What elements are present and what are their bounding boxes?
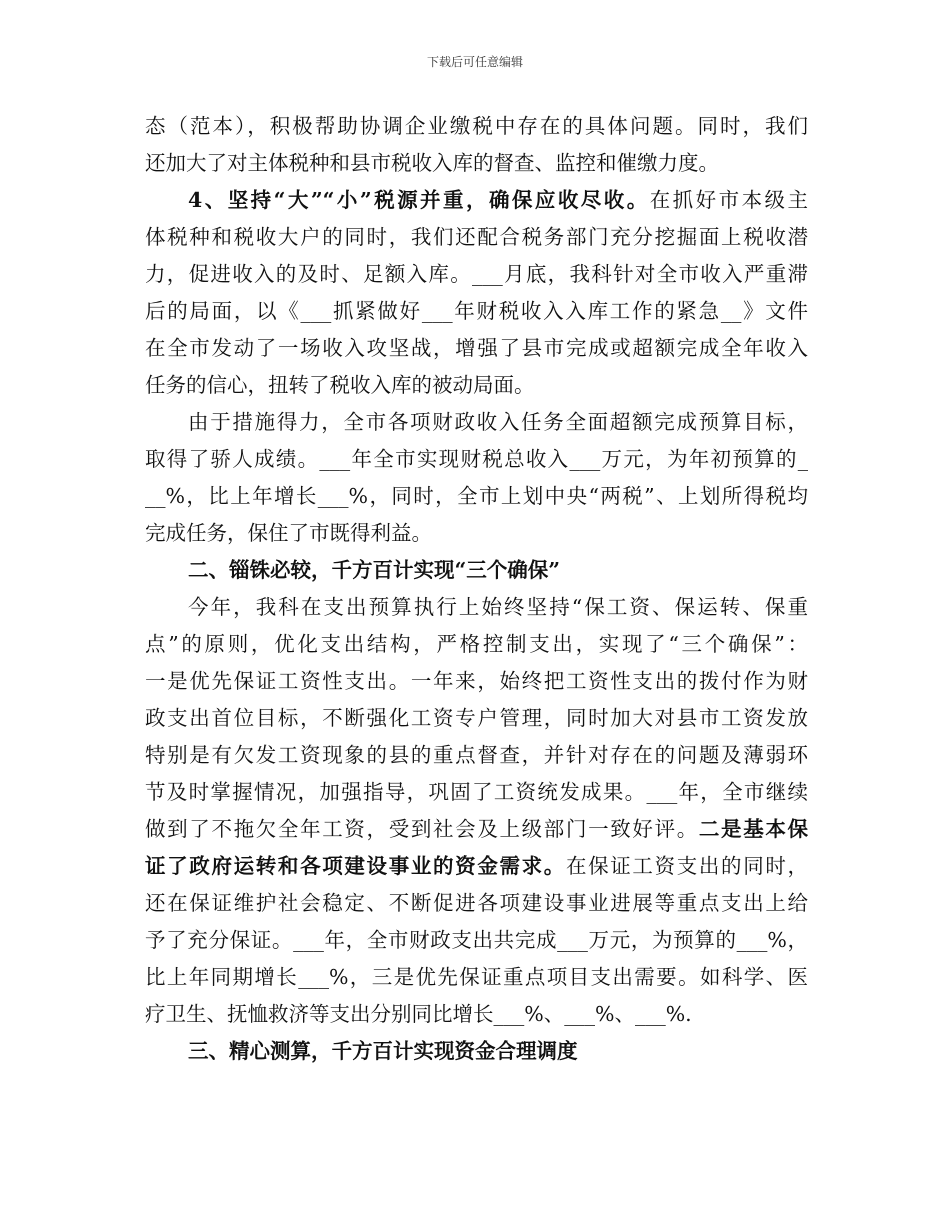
body-line xyxy=(145,885,808,922)
body-line xyxy=(145,774,808,811)
line-text: 在全市发动了一场收入攻坚战，增强了县市完成或超额完成全年收入 xyxy=(145,336,808,360)
body-line xyxy=(145,367,808,404)
body-line xyxy=(145,922,808,959)
section-heading xyxy=(145,552,808,589)
line-text: 完成任务，保住了市既得利益。 xyxy=(145,521,432,545)
body-line xyxy=(145,996,808,1033)
bold-text: 证了政府运转和各项建设事业的资金需求。 xyxy=(145,854,566,878)
line-text: 予了充分保证。___年，全市财政支出共完成___万元，为预算的___%， xyxy=(145,928,808,952)
body-line xyxy=(145,959,808,996)
section-heading xyxy=(145,1033,808,1070)
body-line xyxy=(145,626,808,663)
line-text: 疗卫生、抚恤救济等支出分别同比增长___%、___%、___%. xyxy=(145,1002,692,1026)
body-line xyxy=(145,293,808,330)
line-text: 由于措施得力，全市各项财政收入任务全面超额完成预算目标， xyxy=(188,410,808,434)
line-text: 做到了不拖欠全年工资，受到社会及上级部门一致好评。 xyxy=(145,817,699,841)
body-line xyxy=(145,737,808,774)
heading-line: 三、精心测算，千方百计实现资金合理调度 xyxy=(188,1039,578,1063)
line-text: 后的局面，以《___抓紧做好___年财税收入入库工作的紧急__》文件 xyxy=(145,299,808,323)
body-line xyxy=(145,663,808,700)
line-text: 体税种和税收大户的同时，我们还配合税务部门充分挖掘面上税收潜 xyxy=(145,225,808,249)
line-text: 态（范本），积极帮助协调企业缴税中存在的具体问题。同时，我们 xyxy=(145,114,808,138)
body-line xyxy=(145,330,808,367)
body-line xyxy=(145,404,808,441)
line-text: 在保证工资支出的同时， xyxy=(565,854,809,878)
line-text: 一是优先保证工资性支出。一年来，始终把工资性支出的拨付作为财 xyxy=(145,669,808,693)
line-text: 政支出首位目标，不断强化工资专户管理，同时加大对县市工资发放 xyxy=(145,706,808,730)
body-line xyxy=(145,441,808,478)
body-line xyxy=(145,108,808,145)
line-text: 特别是有欠发工资现象的县的重点督查，并针对存在的问题及薄弱环 xyxy=(145,743,808,767)
page-header-note: 下载后可任意编辑 xyxy=(426,55,523,69)
body-line xyxy=(145,811,808,848)
line-text: 比上年同期增长___%，三是优先保证重点项目支出需要。如科学、医 xyxy=(145,965,808,989)
paragraph xyxy=(145,182,808,404)
line-text: 还加大了对主体税种和县市税收入库的督查、监控和催缴力度。 xyxy=(145,151,719,175)
paragraph xyxy=(145,108,808,182)
body-line xyxy=(145,219,808,256)
bold-text: 二是基本保 xyxy=(698,817,809,841)
line-text: 节及时掌握情况，加强指导，巩固了工资统发成果。___年，全市继续 xyxy=(145,780,808,804)
bold-text: 4、坚持“大”“小”税源并重，确保应收尽收。 xyxy=(188,188,650,212)
line-text: __%，比上年增长___%，同时，全市上划中央“两税”、上划所得税均 xyxy=(145,484,808,508)
line-text: 任务的信心，扭转了税收入库的被动局面。 xyxy=(145,373,535,397)
paragraph xyxy=(145,404,808,552)
line-text: 力，促进收入的及时、足额入库。___月底，我科针对全市收入严重滞 xyxy=(145,262,808,286)
line-text: 在抓好市本级主 xyxy=(649,188,808,212)
body-line xyxy=(145,182,808,219)
body-line xyxy=(145,848,808,885)
line-text: 取得了骄人成绩。___年全市实现财税总收入___万元，为年初预算的_ xyxy=(145,447,808,471)
body-line xyxy=(145,700,808,737)
body-line xyxy=(145,145,808,182)
document-body xyxy=(145,108,808,1070)
body-line xyxy=(145,589,808,626)
body-line xyxy=(145,515,808,552)
heading-line: 二、锱铢必较，千方百计实现“三个确保” xyxy=(188,558,561,582)
body-line xyxy=(145,256,808,293)
line-text: 还在保证维护社会稳定、不断促进各项建设事业进展等重点支出上给 xyxy=(145,891,808,915)
body-line xyxy=(145,478,808,515)
line-text: 今年，我科在支出预算执行上始终坚持“保工资、保运转、保重 xyxy=(188,595,808,619)
line-text: 点”的原则，优化支出结构，严格控制支出，实现了“三个确保”： xyxy=(145,632,808,656)
paragraph xyxy=(145,589,808,1033)
